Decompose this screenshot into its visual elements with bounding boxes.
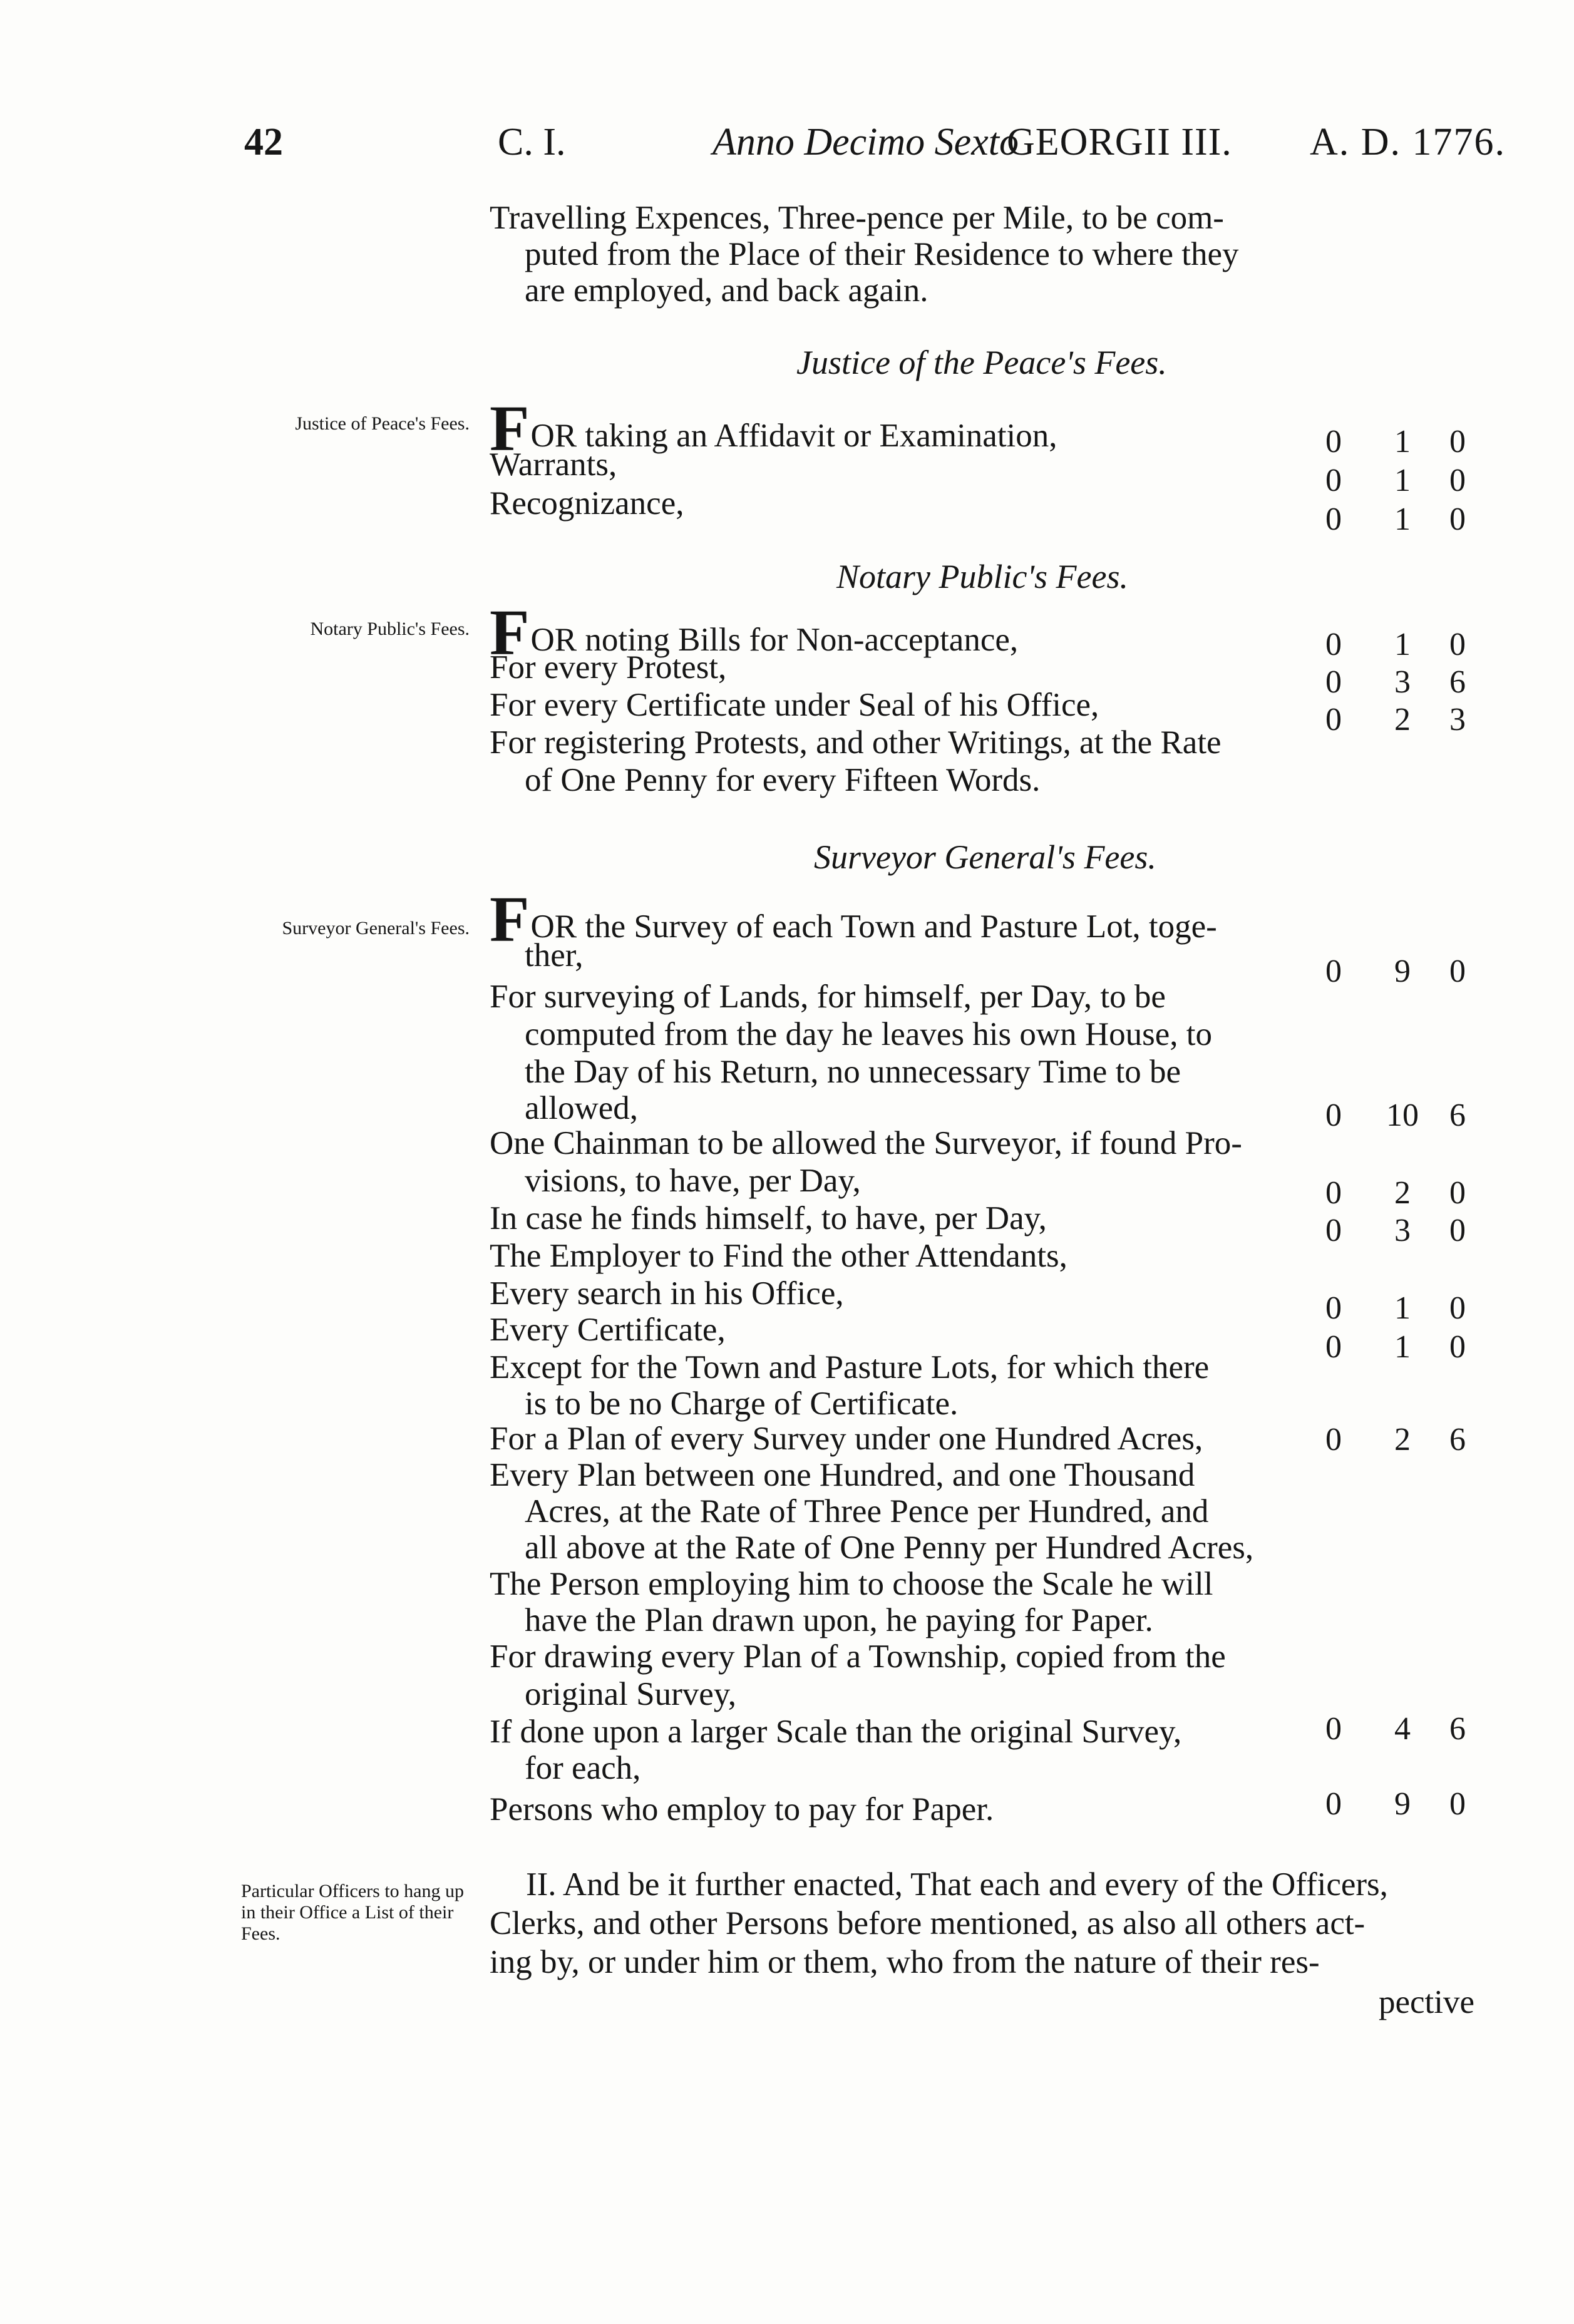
amount-shillings: 2 bbox=[1394, 1422, 1411, 1458]
fee-item-text: For every Protest, bbox=[490, 649, 727, 686]
margin-note-notary: Notary Public's Fees. bbox=[310, 619, 470, 639]
regnal-year: Anno Decimo Sexto bbox=[712, 121, 1019, 163]
fee-item-text: OR taking an Affidavit or Examination, bbox=[530, 418, 1057, 454]
amount-pounds: 0 bbox=[1325, 1786, 1342, 1822]
amount-pence: 0 bbox=[1449, 424, 1466, 460]
amount-pence: 0 bbox=[1449, 1175, 1466, 1211]
fee-item-text: Except for the Town and Pasture Lots, for which there bbox=[490, 1349, 1210, 1386]
amount-pounds: 0 bbox=[1325, 1422, 1342, 1458]
fee-item-text: all above at the Rate of One Penny per Hundred Acres, bbox=[525, 1530, 1254, 1566]
fee-item-text: for each, bbox=[525, 1750, 641, 1786]
fee-item-text: Every Plan between one Hundred, and one Thousand bbox=[490, 1457, 1195, 1493]
year-label: A. D. 1776. bbox=[1310, 121, 1506, 163]
page-number: 42 bbox=[244, 121, 283, 163]
amount-shillings: 1 bbox=[1394, 1329, 1411, 1365]
section-title-surveyor: Surveyor General's Fees. bbox=[814, 838, 1156, 876]
amount-pence: 6 bbox=[1449, 1422, 1466, 1458]
amount-pence: 0 bbox=[1449, 954, 1466, 989]
fee-item-text: For drawing every Plan of a Township, copied from the bbox=[490, 1638, 1226, 1675]
amount-pence: 0 bbox=[1449, 1329, 1466, 1365]
fee-item-text: For surveying of Lands, for himself, per Day, to be bbox=[490, 979, 1166, 1015]
amount-pounds: 0 bbox=[1325, 627, 1342, 662]
amount-shillings: 3 bbox=[1394, 1213, 1411, 1248]
paragraph-line: ing by, or under him or them, who from the nature of their res- bbox=[490, 1944, 1320, 1980]
fee-item-text: visions, to have, per Day, bbox=[525, 1163, 861, 1199]
amount-shillings: 1 bbox=[1394, 1290, 1411, 1326]
fee-item-text: allowed, bbox=[525, 1090, 639, 1126]
paragraph-line: Clerks, and other Persons before mentioned, as also all others act- bbox=[490, 1905, 1366, 1941]
fee-item bbox=[490, 883, 1217, 955]
fee-item-text: For registering Protests, and other Writings, at the Rate bbox=[490, 724, 1222, 761]
fee-item-text: Persons who employ to pay for Paper. bbox=[490, 1791, 994, 1828]
amount-pence: 0 bbox=[1449, 463, 1466, 498]
amount-shillings: 4 bbox=[1394, 1711, 1411, 1747]
drop-cap: F bbox=[490, 597, 530, 669]
amount-pounds: 0 bbox=[1325, 954, 1342, 989]
amount-pounds: 0 bbox=[1325, 463, 1342, 498]
amount-shillings: 9 bbox=[1394, 954, 1411, 989]
fee-item-text: is to be no Charge of Certificate. bbox=[525, 1386, 959, 1422]
amount-shillings: 9 bbox=[1394, 1786, 1411, 1822]
amount-pounds: 0 bbox=[1325, 1711, 1342, 1747]
amount-pounds: 0 bbox=[1325, 424, 1342, 460]
fee-item-text: For every Certificate under Seal of his Office, bbox=[490, 687, 1099, 723]
fee-item-text: ther, bbox=[525, 937, 584, 974]
fee-item-text: For a Plan of every Survey under one Hundred Acres, bbox=[490, 1421, 1203, 1457]
fee-item-text: If done upon a larger Scale than the original Survey, bbox=[490, 1714, 1182, 1750]
amount-pence: 0 bbox=[1449, 1213, 1466, 1248]
paragraph-line: II. And be it further enacted, That each and every of the Officers, bbox=[526, 1866, 1388, 1903]
drop-cap: F bbox=[490, 883, 530, 955]
fee-item-text: Acres, at the Rate of Three Pence per Hundred, and bbox=[525, 1493, 1209, 1530]
amount-pounds: 0 bbox=[1325, 702, 1342, 738]
chapter-label: C. I. bbox=[498, 121, 566, 163]
catchword: pective bbox=[1379, 1984, 1475, 2020]
amount-shillings: 3 bbox=[1394, 664, 1411, 700]
fee-item-text: One Chainman to be allowed the Surveyor, if found Pro- bbox=[490, 1125, 1242, 1161]
fee-item-text: In case he finds himself, to have, per Day, bbox=[490, 1200, 1047, 1237]
amount-pounds: 0 bbox=[1325, 1098, 1342, 1133]
amount-pence: 0 bbox=[1449, 1786, 1466, 1822]
amount-shillings: 1 bbox=[1394, 463, 1411, 498]
amount-pence: 0 bbox=[1449, 501, 1466, 537]
amount-pounds: 0 bbox=[1325, 501, 1342, 537]
intro-line: Travelling Expences, Three-pence per Mile, to be com- bbox=[490, 200, 1224, 236]
intro-line: are employed, and back again. bbox=[525, 272, 928, 309]
fee-item-text: have the Plan drawn upon, he paying for Paper. bbox=[525, 1602, 1153, 1638]
fee-item-text: OR noting Bills for Non-acceptance, bbox=[530, 622, 1019, 658]
fee-item-text: The Person employing him to choose the Scale he will bbox=[490, 1566, 1213, 1602]
amount-pounds: 0 bbox=[1325, 1175, 1342, 1211]
fee-item-text: OR the Survey of each Town and Pasture Lot, toge- bbox=[530, 908, 1217, 945]
amount-shillings: 1 bbox=[1394, 501, 1411, 537]
amount-pounds: 0 bbox=[1325, 664, 1342, 700]
intro-line: puted from the Place of their Residence to where they bbox=[525, 236, 1239, 272]
amount-pounds: 0 bbox=[1325, 1290, 1342, 1326]
amount-shillings: 2 bbox=[1394, 1175, 1411, 1211]
fee-item-text: original Survey, bbox=[525, 1676, 737, 1712]
amount-shillings: 1 bbox=[1394, 424, 1411, 460]
amount-pence: 0 bbox=[1449, 627, 1466, 662]
amount-pence: 0 bbox=[1449, 1290, 1466, 1326]
fee-item-text: Every Certificate, bbox=[490, 1312, 726, 1348]
margin-note-surveyor: Surveyor General's Fees. bbox=[282, 918, 470, 938]
fee-item-text: of One Penny for every Fifteen Words. bbox=[525, 762, 1041, 798]
amount-pence: 6 bbox=[1449, 1098, 1466, 1133]
amount-pounds: 0 bbox=[1325, 1329, 1342, 1365]
fee-item-text: The Employer to Find the other Attendants, bbox=[490, 1238, 1067, 1274]
section-title-notary: Notary Public's Fees. bbox=[836, 558, 1128, 595]
fee-item-text: Recognizance, bbox=[490, 485, 684, 522]
amount-shillings: 2 bbox=[1394, 702, 1411, 738]
margin-note-officers: Particular Officers to hang up in their Office a List of their Fees. bbox=[241, 1881, 465, 1944]
margin-note-justice: Justice of Peace's Fees. bbox=[295, 413, 470, 434]
fee-item-text: Warrants, bbox=[490, 446, 617, 483]
amount-shillings: 10 bbox=[1386, 1098, 1419, 1133]
amount-pence: 6 bbox=[1449, 1711, 1466, 1747]
amount-pence: 3 bbox=[1449, 702, 1466, 738]
amount-pounds: 0 bbox=[1325, 1213, 1342, 1248]
drop-cap: F bbox=[490, 393, 530, 465]
reign-label: GEORGII III. bbox=[1007, 121, 1232, 163]
amount-pence: 6 bbox=[1449, 664, 1466, 700]
fee-item-text: the Day of his Return, no unnecessary Time to be bbox=[525, 1054, 1181, 1090]
fee-item-text: computed from the day he leaves his own House, to bbox=[525, 1016, 1213, 1052]
amount-shillings: 1 bbox=[1394, 627, 1411, 662]
fee-item-text: Every search in his Office, bbox=[490, 1275, 844, 1312]
section-title-justice: Justice of the Peace's Fees. bbox=[796, 344, 1167, 381]
